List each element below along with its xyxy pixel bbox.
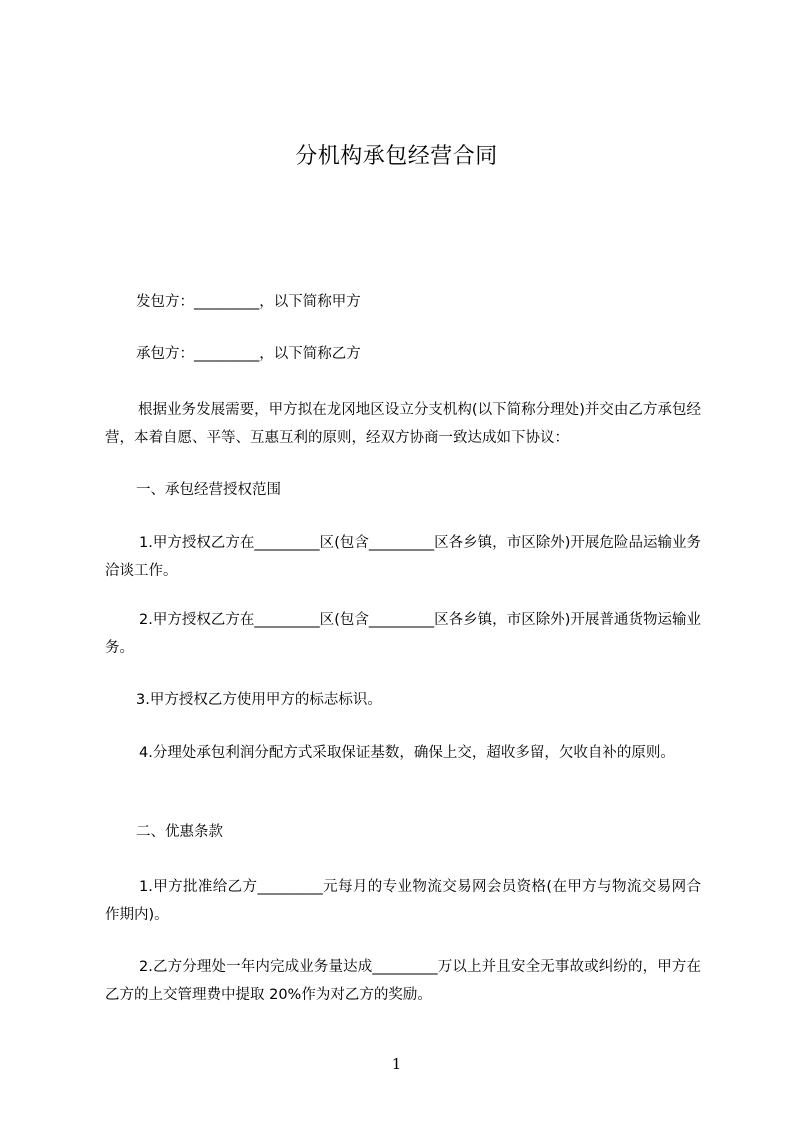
- paragraph-contractor: 承包方：_________，以下简称乙方: [136, 346, 361, 362]
- page-number: 1: [391, 1055, 402, 1073]
- clause-1-1: 1.甲方授权乙方在_________区(包含_________区各乡镇，市区除外)开展危险品运输业务洽谈工作。: [105, 535, 701, 579]
- clause-2-1: 1.甲方批准给乙方_________元每月的专业物流交易网会员资格(在甲方与物流交易网合作期内)。: [105, 879, 701, 923]
- paragraph-preamble: 根据业务发展需要，甲方拟在龙冈地区设立分支机构(以下简称分理处)并交由乙方承包经营，本着自愿、平等、互惠互利的原则，经双方协商一致达成如下协议：: [105, 402, 701, 446]
- clause-2-2: 2.乙方分理处一年内完成业务量达成_________万以上并且安全无事故或纠纷的，甲方在乙方的上交管理费中提取 20%作为对乙方的奖励。: [105, 959, 701, 1003]
- section-heading-scope: 一、承包经营授权范围: [136, 482, 281, 498]
- clause-1-3: 3.甲方授权乙方使用甲方的标志标识。: [136, 692, 382, 708]
- clause-1-4: 4.分理处承包利润分配方式采取保证基数，确保上交，超收多留，欠收自补的原则。: [139, 745, 675, 761]
- paragraph-issuer: 发包方：_________，以下简称甲方: [136, 294, 361, 310]
- clause-1-2: 2.甲方授权乙方在_________区(包含_________区各乡镇，市区除外)开展普通货物运输业务。: [105, 612, 701, 656]
- document-title: 分机构承包经营合同: [295, 144, 498, 169]
- section-heading-benefits: 二、优惠条款: [136, 824, 223, 840]
